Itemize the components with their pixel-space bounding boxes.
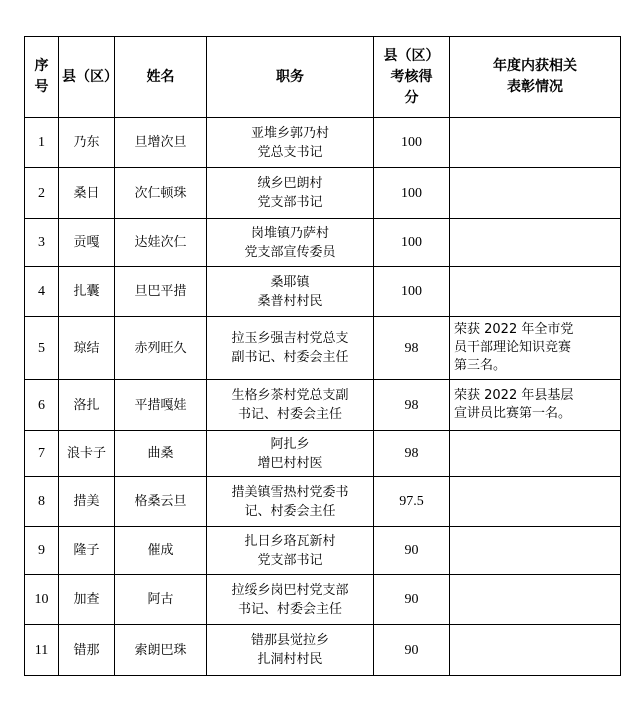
cell-honors [450, 625, 621, 676]
cell-score: 98 [374, 317, 450, 380]
cell-seq: 8 [25, 477, 59, 527]
cell-honors [450, 477, 621, 527]
cell-seq: 10 [25, 575, 59, 625]
cell-position: 亚堆乡郭乃村 党总支书记 [207, 118, 374, 168]
cell-score: 100 [374, 118, 450, 168]
cell-name: 赤列旺久 [115, 317, 207, 380]
cell-seq: 9 [25, 527, 59, 575]
header-seq: 序 号 [25, 37, 59, 118]
cell-county: 贡嘎 [59, 219, 115, 267]
cell-honors [450, 527, 621, 575]
cell-honors [450, 575, 621, 625]
cell-seq: 2 [25, 168, 59, 219]
cell-name: 催成 [115, 527, 207, 575]
cell-score: 98 [374, 380, 450, 431]
header-score: 县（区） 考核得 分 [374, 37, 450, 118]
cell-county: 扎囊 [59, 267, 115, 317]
cell-name: 阿古 [115, 575, 207, 625]
honor-table [24, 36, 621, 676]
table-row [25, 527, 621, 575]
cell-seq: 1 [25, 118, 59, 168]
cell-seq: 4 [25, 267, 59, 317]
cell-county: 措美 [59, 477, 115, 527]
cell-honors: 荣获 2022 年县基层 宣讲员比赛第一名。 [450, 380, 621, 431]
cell-county: 琼结 [59, 317, 115, 380]
cell-county: 桑日 [59, 168, 115, 219]
table-row [25, 575, 621, 625]
cell-honors: 荣获 2022 年全市党 员干部理论知识竞赛 第三名。 [450, 317, 621, 380]
cell-position: 岗堆镇乃萨村 党支部宣传委员 [207, 219, 374, 267]
table-row [25, 267, 621, 317]
cell-seq: 6 [25, 380, 59, 431]
cell-honors [450, 118, 621, 168]
cell-score: 98 [374, 431, 450, 477]
header-row [25, 37, 621, 118]
header-position: 职务 [207, 37, 374, 118]
cell-county: 浪卡子 [59, 431, 115, 477]
header-county: 县（区） [59, 37, 115, 118]
table-row [25, 477, 621, 527]
table-row [25, 118, 621, 168]
cell-position: 阿扎乡 增巴村村医 [207, 431, 374, 477]
cell-county: 洛扎 [59, 380, 115, 431]
cell-name: 格桑云旦 [115, 477, 207, 527]
cell-county: 错那 [59, 625, 115, 676]
cell-county: 加查 [59, 575, 115, 625]
cell-score: 90 [374, 575, 450, 625]
cell-position: 桑耶镇 桑普村村民 [207, 267, 374, 317]
table-row [25, 380, 621, 431]
cell-score: 90 [374, 527, 450, 575]
cell-honors [450, 168, 621, 219]
cell-honors [450, 431, 621, 477]
cell-seq: 7 [25, 431, 59, 477]
table-row [25, 431, 621, 477]
cell-score: 100 [374, 168, 450, 219]
cell-name: 次仁顿珠 [115, 168, 207, 219]
cell-position: 拉玉乡强吉村党总支 副书记、村委会主任 [207, 317, 374, 380]
cell-position: 拉绥乡岗巴村党支部 书记、村委会主任 [207, 575, 374, 625]
table-row [25, 168, 621, 219]
cell-score: 100 [374, 219, 450, 267]
cell-score: 100 [374, 267, 450, 317]
table-row [25, 317, 621, 380]
cell-name: 旦增次旦 [115, 118, 207, 168]
cell-position: 绒乡巴朗村 党支部书记 [207, 168, 374, 219]
cell-seq: 5 [25, 317, 59, 380]
cell-name: 达娃次仁 [115, 219, 207, 267]
cell-position: 扎日乡珞瓦新村 党支部书记 [207, 527, 374, 575]
table-row [25, 219, 621, 267]
cell-name: 旦巴平措 [115, 267, 207, 317]
cell-county: 隆子 [59, 527, 115, 575]
cell-seq: 11 [25, 625, 59, 676]
cell-honors [450, 267, 621, 317]
cell-score: 97.5 [374, 477, 450, 527]
cell-county: 乃东 [59, 118, 115, 168]
header-honors: 年度内获相关 表彰情况 [450, 37, 621, 118]
cell-seq: 3 [25, 219, 59, 267]
cell-position: 措美镇雪热村党委书 记、村委会主任 [207, 477, 374, 527]
cell-name: 平措嘎娃 [115, 380, 207, 431]
cell-name: 曲桑 [115, 431, 207, 477]
table-row [25, 625, 621, 676]
cell-name: 索朗巴珠 [115, 625, 207, 676]
cell-score: 90 [374, 625, 450, 676]
cell-position: 生格乡茶村党总支副 书记、村委会主任 [207, 380, 374, 431]
cell-position: 错那县觉拉乡 扎洞村村民 [207, 625, 374, 676]
cell-honors [450, 219, 621, 267]
header-name: 姓名 [115, 37, 207, 118]
